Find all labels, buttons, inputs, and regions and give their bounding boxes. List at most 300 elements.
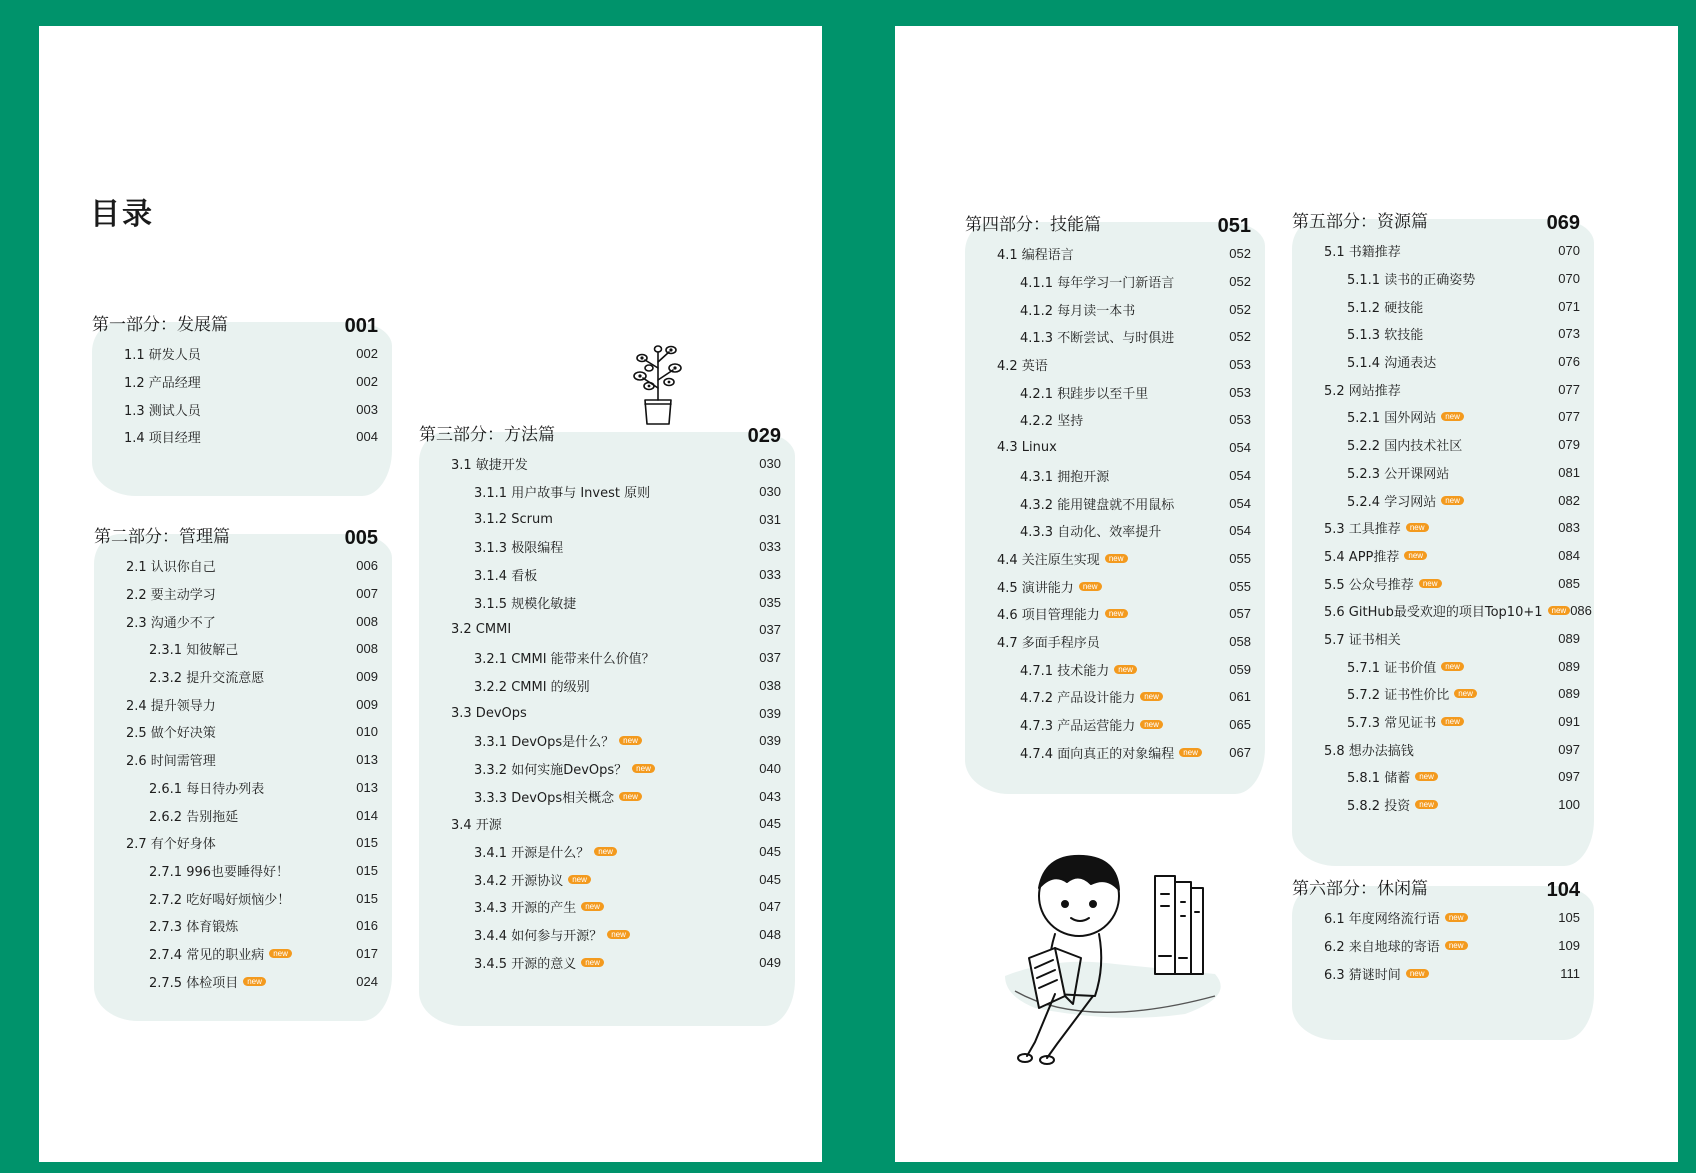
toc-entry-label: 5.7.2 证书性价比 [1347, 688, 1450, 704]
toc-entry-page-number: 052 [1229, 274, 1251, 290]
toc-entry-label-wrap [474, 925, 630, 944]
toc-entry-label: 5.1.2 硬技能 [1347, 300, 1424, 316]
new-badge: new [1105, 554, 1128, 563]
toc-entry[interactable] [92, 368, 378, 396]
toc-entry-label: 4.1.3 不断尝试、与时俱进 [1020, 331, 1175, 347]
toc-entry-page-number: 031 [759, 511, 781, 527]
section-title: 第四部分：技能篇 [965, 215, 1101, 235]
toc-entry-label: 3.2.1 CMMI 能带来什么价值？ [474, 652, 655, 668]
toc-entry-label: 1.2 产品经理 [124, 376, 201, 392]
toc-entry[interactable] [1292, 542, 1580, 570]
toc-entry[interactable] [1292, 932, 1580, 960]
toc-entry-page-number: 053 [1229, 412, 1251, 428]
toc-entry[interactable] [419, 865, 781, 893]
toc-entry-page-number: 033 [759, 567, 781, 583]
toc-entry[interactable] [1292, 514, 1580, 542]
toc-entry[interactable] [965, 489, 1251, 517]
toc-entry-label-wrap [474, 953, 604, 972]
section-entry-list [94, 552, 378, 995]
new-badge: new [1454, 689, 1477, 698]
toc-entry[interactable] [1292, 708, 1580, 736]
toc-entry[interactable] [419, 782, 781, 810]
toc-entry-page-number: 089 [1558, 658, 1580, 674]
toc-entry-label: 3.1.3 极限编程 [474, 541, 564, 557]
new-badge: new [1419, 579, 1442, 588]
section-header[interactable] [965, 204, 1251, 238]
toc-entry-label-wrap [1324, 574, 1442, 593]
toc-entry-page-number: 082 [1558, 492, 1580, 508]
toc-entry-label: 4.1.1 每年学习一门新语言 [1020, 276, 1175, 292]
toc-entry-page-number: 085 [1558, 575, 1580, 591]
toc-entry[interactable] [1292, 791, 1580, 819]
toc-entry-page-number: 055 [1229, 578, 1251, 594]
toc-entry-label: 4.4 关注原生实现 [997, 552, 1100, 568]
toc-entry-page-number: 048 [759, 927, 781, 943]
toc-entry-label: 5.8 想办法搞钱 [1324, 743, 1414, 759]
toc-entry-label: 2.2 要主动学习 [126, 588, 216, 604]
toc-entry-label-wrap [1020, 715, 1163, 734]
new-badge: new [1179, 748, 1202, 757]
toc-entry-label: 5.5 公众号推荐 [1324, 577, 1414, 593]
toc-entry-label-wrap [126, 695, 216, 714]
toc-entry-label-wrap [1324, 964, 1429, 983]
toc-entry[interactable] [965, 683, 1251, 711]
toc-entry-page-number: 083 [1558, 520, 1580, 536]
toc-entry-label-wrap [474, 731, 642, 750]
toc-entry-label: 4.1.2 每月读一本书 [1020, 303, 1136, 319]
toc-entry-label: 5.2 网站推荐 [1324, 383, 1401, 399]
toc-entry-label: 5.1.4 沟通表达 [1347, 356, 1437, 372]
toc-entry-page-number: 008 [356, 613, 378, 629]
toc-entry-page-number: 013 [356, 779, 378, 795]
toc-entry[interactable] [1292, 625, 1580, 653]
toc-entry-label-wrap [1020, 410, 1083, 429]
toc-entry-label-wrap [1324, 629, 1401, 648]
toc-entry-page-number: 067 [1229, 744, 1251, 760]
toc-entry[interactable] [1292, 959, 1580, 987]
toc-entry-label-wrap [1347, 435, 1462, 454]
toc-section-part-6 [1292, 868, 1594, 1040]
toc-entry-label-wrap [1347, 712, 1464, 731]
section-header[interactable] [419, 414, 781, 448]
toc-entry-page-number: 052 [1229, 329, 1251, 345]
toc-entry[interactable] [94, 940, 378, 968]
toc-entry-label-wrap [474, 787, 642, 806]
toc-entry-page-number: 002 [356, 374, 378, 390]
toc-entry-page-number: 038 [759, 677, 781, 693]
toc-entry-label: 5.2.2 国内技术社区 [1347, 439, 1463, 455]
toc-entry-page-number: 040 [759, 760, 781, 776]
toc-entry-label: 2.1 认识你自己 [126, 560, 216, 576]
toc-entry[interactable] [1292, 763, 1580, 791]
toc-entry[interactable] [965, 323, 1251, 351]
new-badge: new [269, 949, 292, 958]
toc-entry-label: 4.2.1 积跬步以至千里 [1020, 386, 1149, 402]
toc-entry-label-wrap [1020, 743, 1202, 762]
new-badge: new [1441, 717, 1464, 726]
toc-entry-label: 4.7.4 面向真正的对象编程 [1020, 746, 1175, 762]
toc-entry[interactable] [1292, 680, 1580, 708]
toc-entry-label: 5.2.4 学习网站 [1347, 494, 1437, 510]
toc-entry-page-number: 033 [759, 539, 781, 555]
toc-entry-label-wrap [474, 537, 563, 556]
toc-entry-label-wrap [1347, 767, 1438, 786]
toc-entry-label-wrap [124, 427, 201, 446]
toc-entry-label: 3.2.2 CMMI 的级别 [474, 679, 590, 695]
new-badge: new [1441, 412, 1464, 421]
toc-entry[interactable] [1292, 348, 1580, 376]
toc-entry-page-number: 100 [1558, 797, 1580, 813]
toc-entry[interactable] [1292, 459, 1580, 487]
toc-entry[interactable] [965, 628, 1251, 656]
toc-entry-label-wrap [124, 400, 201, 419]
toc-entry-label-wrap [1020, 327, 1174, 346]
toc-entry-label: 1.4 项目经理 [124, 431, 201, 447]
section-page-number: 069 [1546, 212, 1580, 234]
toc-entry-label: 2.6.1 每日待办列表 [149, 781, 265, 797]
toc-entry-label-wrap [149, 889, 290, 908]
toc-entry[interactable] [94, 884, 378, 912]
toc-entry[interactable] [419, 893, 781, 921]
toc-entry-page-number: 035 [759, 594, 781, 610]
toc-entry[interactable] [94, 912, 378, 940]
toc-entry-label: 5.2.1 国外网站 [1347, 411, 1437, 427]
toc-entry[interactable] [419, 838, 781, 866]
toc-entry-label: 4.3.1 拥抱开源 [1020, 469, 1110, 485]
toc-entry-label-wrap [1324, 546, 1427, 565]
toc-entry-page-number: 054 [1229, 495, 1251, 511]
toc-entry[interactable] [965, 738, 1251, 766]
toc-entry-label: 3.4 开源 [451, 818, 502, 834]
toc-entry-label: 3.1.2 Scrum [474, 511, 553, 527]
toc-entry-page-number: 015 [356, 862, 378, 878]
toc-entry[interactable] [92, 340, 378, 368]
toc-entry[interactable] [1292, 375, 1580, 403]
toc-entry-label: 2.7.2 吃好喝好烦恼少！ [149, 892, 291, 908]
toc-entry[interactable] [419, 672, 781, 700]
toc-entry-page-number: 039 [759, 733, 781, 749]
toc-entry-page-number: 037 [759, 650, 781, 666]
toc-entry[interactable] [92, 395, 378, 423]
toc-entry-page-number: 013 [356, 752, 378, 768]
toc-entry[interactable] [1292, 597, 1592, 625]
toc-entry-label-wrap [1347, 269, 1475, 288]
toc-entry-page-number: 030 [759, 456, 781, 472]
toc-entry[interactable] [419, 561, 781, 589]
toc-entry[interactable] [94, 552, 378, 580]
toc-entry[interactable] [94, 607, 378, 635]
toc-entry[interactable] [1292, 265, 1580, 293]
toc-entry-label: 2.7.4 常见的职业病 [149, 947, 265, 963]
toc-entry[interactable] [1292, 431, 1580, 459]
toc-entry[interactable] [965, 434, 1251, 462]
toc-entry-label: 3.4.2 开源协议 [474, 873, 564, 889]
toc-entry-label: 4.1 编程语言 [997, 248, 1074, 264]
toc-entry-label-wrap [1324, 601, 1570, 620]
toc-entry[interactable] [94, 663, 378, 691]
new-badge: new [243, 977, 266, 986]
toc-entry-page-number: 111 [1560, 965, 1580, 981]
section-header[interactable] [1292, 868, 1580, 902]
toc-entry-label: 2.7 有个好身体 [126, 837, 216, 853]
toc-entry-page-number: 002 [356, 346, 378, 362]
toc-entry[interactable] [965, 462, 1251, 490]
toc-entry[interactable] [1292, 403, 1580, 431]
toc-entry-label: 3.3.2 如何实施DevOps？ [474, 762, 628, 778]
section-title: 第一部分：发展篇 [92, 315, 228, 335]
toc-entry[interactable] [965, 351, 1251, 379]
new-badge: new [619, 736, 642, 745]
toc-section-part-1 [92, 304, 392, 496]
toc-entry-page-number: 070 [1558, 271, 1580, 287]
toc-entry[interactable] [965, 600, 1251, 628]
toc-entry[interactable] [965, 406, 1251, 434]
new-badge: new [1548, 606, 1571, 615]
toc-entry-label: 1.3 测试人员 [124, 403, 201, 419]
toc-entry-label: 4.7.3 产品运营能力 [1020, 719, 1136, 735]
toc-title: 目录 [90, 197, 154, 232]
toc-entry[interactable] [94, 857, 378, 885]
toc-entry-page-number: 010 [356, 724, 378, 740]
toc-entry[interactable] [1292, 486, 1580, 514]
toc-entry-label-wrap [474, 676, 590, 695]
toc-entry-label-wrap [126, 722, 216, 741]
toc-entry[interactable] [419, 699, 781, 727]
toc-entry-label: 4.2.2 坚持 [1020, 414, 1084, 430]
toc-entry-label: 3.1.4 看板 [474, 569, 538, 585]
toc-entry[interactable] [419, 533, 781, 561]
toc-entry-label: 5.4 APP推荐 [1324, 549, 1400, 565]
toc-entry[interactable] [965, 378, 1251, 406]
toc-entry-page-number: 089 [1558, 630, 1580, 646]
toc-entry[interactable] [1292, 292, 1580, 320]
toc-entry-label-wrap [1347, 324, 1423, 343]
toc-entry-label-wrap [1020, 466, 1109, 485]
toc-entry[interactable] [1292, 237, 1580, 265]
toc-entry-label: 6.3 猜谜时间 [1324, 967, 1401, 983]
toc-entry-label-wrap [1020, 521, 1161, 540]
toc-entry-page-number: 054 [1229, 440, 1251, 456]
toc-entry-label-wrap [1347, 491, 1464, 510]
toc-entry-page-number: 047 [759, 899, 781, 915]
new-badge: new [607, 930, 630, 939]
toc-entry[interactable] [419, 755, 781, 783]
section-title: 第六部分：休闲篇 [1292, 879, 1428, 899]
toc-entry-label-wrap [474, 842, 617, 861]
toc-entry-label: 2.3 沟通少不了 [126, 615, 216, 631]
section-entry-list [965, 240, 1251, 766]
toc-entry-label-wrap [1020, 687, 1163, 706]
section-header[interactable] [1292, 201, 1580, 235]
toc-entry-label-wrap [1324, 518, 1429, 537]
toc-entry-page-number: 039 [759, 705, 781, 721]
toc-entry[interactable] [1292, 320, 1580, 348]
toc-entry-label-wrap [1020, 383, 1148, 402]
toc-entry-label-wrap [997, 244, 1074, 263]
toc-entry-label: 4.7.1 技术能力 [1020, 663, 1110, 679]
new-badge: new [1415, 800, 1438, 809]
toc-entry-page-number: 007 [356, 586, 378, 602]
new-badge: new [1140, 720, 1163, 729]
toc-section-part-4 [965, 204, 1265, 794]
toc-entry-page-number: 071 [1558, 298, 1580, 314]
toc-entry-label-wrap [451, 454, 528, 473]
toc-entry-label: 4.3.3 自动化、效率提升 [1020, 525, 1162, 541]
toc-entry[interactable] [965, 295, 1251, 323]
toc-entry-label: 4.2 英语 [997, 359, 1048, 375]
toc-entry-page-number: 077 [1558, 381, 1580, 397]
toc-entry-page-number: 081 [1558, 464, 1580, 480]
toc-entry[interactable] [965, 655, 1251, 683]
toc-entry-label-wrap [126, 833, 216, 852]
toc-entry-page-number: 015 [356, 890, 378, 906]
toc-entry-label-wrap [126, 612, 216, 631]
toc-entry-label-wrap [997, 604, 1128, 623]
toc-entry[interactable] [965, 268, 1251, 296]
toc-entry[interactable] [965, 572, 1251, 600]
toc-entry-label: 4.7 多面手程序员 [997, 635, 1100, 651]
toc-entry[interactable] [419, 810, 781, 838]
toc-entry-page-number: 055 [1229, 550, 1251, 566]
toc-entry-page-number: 043 [759, 788, 781, 804]
toc-entry-page-number: 052 [1229, 301, 1251, 317]
toc-entry-page-number: 058 [1229, 633, 1251, 649]
toc-entry[interactable] [965, 545, 1251, 573]
toc-entry-label-wrap [149, 861, 289, 880]
toc-entry-label-wrap [1020, 494, 1174, 513]
toc-entry[interactable] [419, 948, 781, 976]
new-badge: new [1404, 551, 1427, 560]
toc-entry-page-number: 045 [759, 816, 781, 832]
toc-section-part-2 [94, 516, 392, 1021]
toc-entry-label: 6.1 年度网络流行语 [1324, 912, 1440, 928]
toc-entry[interactable] [1292, 652, 1580, 680]
toc-entry-page-number: 076 [1558, 354, 1580, 370]
toc-section-part-3 [419, 414, 795, 1026]
toc-entry-label-wrap [149, 667, 264, 686]
toc-entry-label-wrap [149, 916, 238, 935]
toc-entry[interactable] [94, 967, 378, 995]
toc-entry-label-wrap [1324, 241, 1401, 260]
toc-entry-page-number: 057 [1229, 606, 1251, 622]
section-entry-list [92, 340, 378, 451]
left-page [39, 26, 822, 1162]
toc-entry-label-wrap [997, 549, 1128, 568]
toc-entry-page-number: 070 [1558, 243, 1580, 259]
toc-entry[interactable] [1292, 904, 1580, 932]
toc-entry-label-wrap [1347, 407, 1464, 426]
section-page-number: 029 [747, 425, 781, 447]
toc-entry[interactable] [92, 423, 378, 451]
toc-entry[interactable] [1292, 569, 1580, 597]
toc-entry[interactable] [419, 588, 781, 616]
toc-entry-label-wrap [997, 355, 1048, 374]
toc-entry-page-number: 089 [1558, 686, 1580, 702]
toc-entry-page-number: 004 [356, 429, 378, 445]
toc-entry-label: 2.4 提升领导力 [126, 698, 216, 714]
toc-entry-label-wrap [1020, 660, 1137, 679]
toc-entry-page-number: 008 [356, 641, 378, 657]
toc-entry[interactable] [965, 517, 1251, 545]
toc-entry-label: 3.4.4 如何参与开源？ [474, 929, 603, 945]
toc-entry[interactable] [419, 921, 781, 949]
toc-entry-label: 5.1 书籍推荐 [1324, 245, 1401, 261]
toc-entry[interactable] [94, 746, 378, 774]
toc-entry-label: 2.3.2 提升交流意愿 [149, 671, 265, 687]
section-page-number: 001 [344, 315, 378, 337]
section-header[interactable] [92, 304, 378, 338]
toc-entry[interactable] [965, 240, 1251, 268]
toc-entry-label: 4.7.2 产品设计能力 [1020, 691, 1136, 707]
toc-entry-page-number: 109 [1558, 938, 1580, 954]
toc-entry-page-number: 017 [356, 945, 378, 961]
toc-entry-label-wrap [451, 814, 502, 833]
toc-entry[interactable] [94, 690, 378, 718]
section-entry-list [1292, 904, 1580, 987]
toc-entry[interactable] [419, 505, 781, 533]
toc-entry-label: 2.3.1 知彼解己 [149, 643, 239, 659]
toc-entry[interactable] [419, 616, 781, 644]
section-page-number: 005 [344, 527, 378, 549]
new-badge: new [1079, 582, 1102, 591]
section-entry-list [1292, 237, 1592, 818]
toc-entry-page-number: 053 [1229, 357, 1251, 373]
new-badge: new [1441, 662, 1464, 671]
toc-entry-label-wrap [1020, 272, 1174, 291]
toc-entry[interactable] [94, 635, 378, 663]
toc-entry-label: 3.3.3 DevOps相关概念 [474, 790, 615, 806]
new-badge: new [568, 875, 591, 884]
toc-entry-label: 4.3.2 能用键盘就不用鼠标 [1020, 497, 1175, 513]
toc-entry-label-wrap [124, 344, 201, 363]
toc-entry-label-wrap [149, 778, 264, 797]
toc-entry[interactable] [94, 774, 378, 802]
toc-entry-label: 1.1 研发人员 [124, 348, 201, 364]
toc-entry-label-wrap [126, 584, 216, 603]
toc-entry[interactable] [419, 450, 781, 478]
toc-entry-page-number: 105 [1558, 910, 1580, 926]
toc-entry[interactable] [419, 727, 781, 755]
toc-entry-label-wrap [1324, 740, 1414, 759]
new-badge: new [1114, 665, 1137, 674]
toc-entry[interactable] [1292, 735, 1580, 763]
toc-entry-label-wrap [1347, 657, 1464, 676]
toc-entry-label: 5.1.1 读书的正确姿势 [1347, 273, 1476, 289]
toc-entry-label-wrap [451, 622, 511, 637]
toc-entry[interactable] [419, 478, 781, 506]
toc-entry-page-number: 065 [1229, 717, 1251, 733]
toc-entry-label-wrap [997, 577, 1102, 596]
section-header[interactable] [94, 516, 378, 550]
toc-entry[interactable] [94, 718, 378, 746]
toc-entry[interactable] [965, 711, 1251, 739]
toc-entry-page-number: 054 [1229, 467, 1251, 483]
toc-entry-label-wrap [474, 593, 576, 612]
toc-entry[interactable] [94, 829, 378, 857]
toc-entry-label-wrap [474, 512, 553, 527]
new-badge: new [1445, 913, 1468, 922]
toc-entry-page-number: 054 [1229, 523, 1251, 539]
toc-entry-label-wrap [124, 372, 201, 391]
toc-entry-label: 2.7.5 体检项目 [149, 975, 239, 991]
toc-entry[interactable] [94, 801, 378, 829]
toc-entry-page-number: 086 [1570, 603, 1592, 619]
new-badge: new [1441, 496, 1464, 505]
toc-entry-label-wrap [997, 440, 1057, 455]
toc-entry[interactable] [94, 580, 378, 608]
potted-plant-illustration [629, 344, 685, 426]
toc-entry[interactable] [419, 644, 781, 672]
